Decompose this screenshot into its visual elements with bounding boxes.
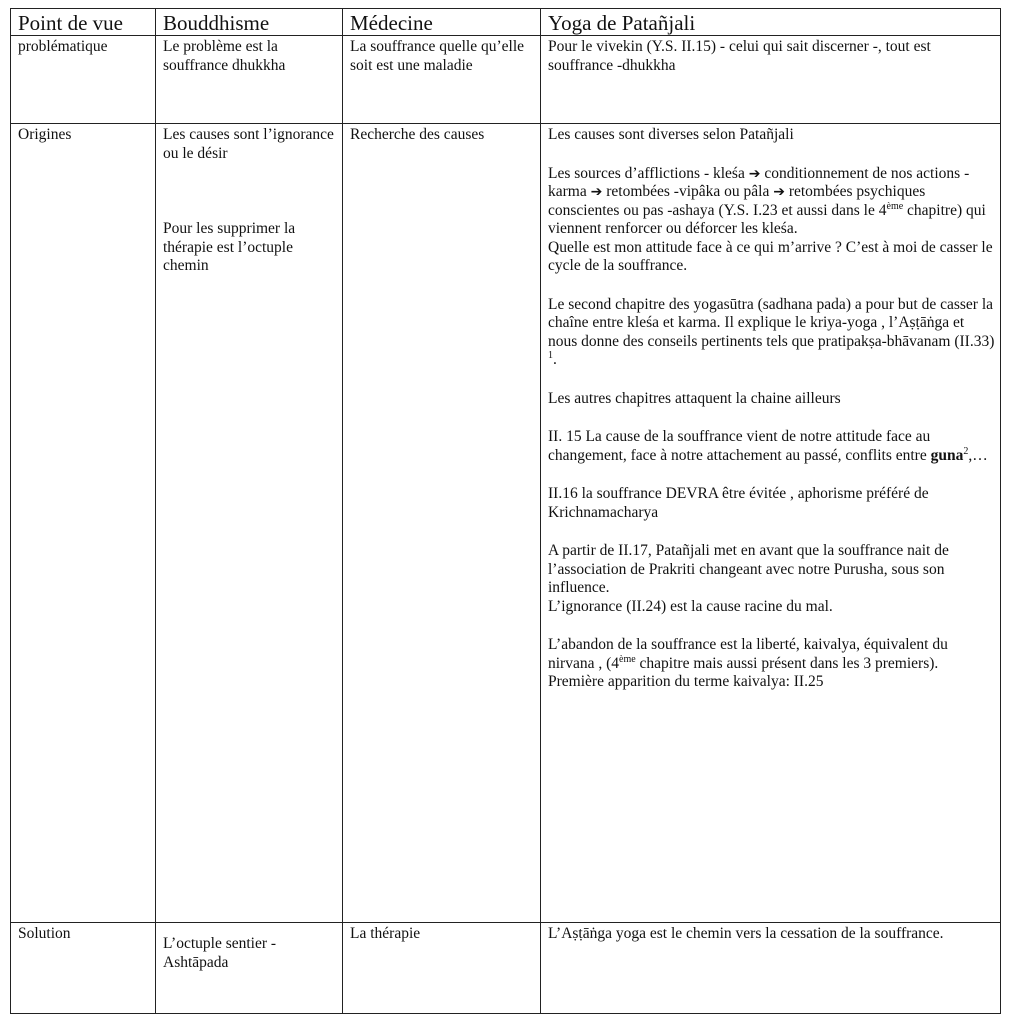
bouddhisme-therapie: Pour les supprimer la thérapie est l’octuple chemin xyxy=(163,220,296,274)
yoga-paragraph-2: Les sources d’afflictions - kleśa ➔ conditionnement de nos actions - karma ➔ retombées -vipâka ou pâla ➔ retombées psychiques conscientes ou pas -ashaya (Y.S. I.23 et aussi dans le 4ème chapitre) qui viennent renforcer ou déforcer les kleśa. xyxy=(548,164,986,237)
cell-medecine: Recherche des causes xyxy=(343,124,541,923)
arrow-right-icon: ➔ xyxy=(590,184,603,200)
yoga-paragraph-1: Les causes sont diverses selon Patañjali xyxy=(548,126,794,143)
cell-yoga: Pour le vivekin (Y.S. II.15) - celui qui sait discerner -, tout est souffrance -dhukkha xyxy=(541,36,1001,124)
cell-bouddhisme: L’octuple sentier - Ashtāpada xyxy=(156,923,343,1014)
row-label: Origines xyxy=(11,124,156,923)
header-bouddhisme: Bouddhisme xyxy=(156,9,343,36)
comparison-table xyxy=(10,8,1001,1014)
row-origines xyxy=(11,124,1001,923)
cell-bouddhisme: Le problème est la souffrance dhukkha xyxy=(156,36,343,124)
row-problematique xyxy=(11,36,1001,124)
cell-medecine: La thérapie xyxy=(343,923,541,1014)
yoga-paragraph-4: Les autres chapitres attaquent la chaine ailleurs xyxy=(548,389,841,407)
arrow-right-icon: ➔ xyxy=(748,165,761,182)
yoga-paragraph-2b: Quelle est mon attitude face à ce qui m’arrive ? C’est à moi de casser le cycle de la souffrance. xyxy=(548,238,993,274)
yoga-paragraph-7b: L’ignorance (II.24) est la cause racine du mal. xyxy=(548,597,833,615)
yoga-paragraph-8: L’abandon de la souffrance est la liberté, kaivalya, équivalent du nirvana , (4ème chapitre mais aussi présent dans les 3 premiers). xyxy=(548,636,948,672)
yoga-paragraph-3: Le second chapitre des yogasūtra (sadhana pada) a pour but de casser la chaîne entre kleśa et karma. Il explique le kriya-yoga , l’Aṣṭāṅga et nous donne des conseils pertinents tels que pratipakṣa-bhāvanam (II.33) $^1$. xyxy=(548,295,995,368)
cell-yoga xyxy=(541,124,1001,923)
row-solution xyxy=(11,923,1001,1014)
header-point-de-vue: Point de vue xyxy=(11,9,156,36)
footnote-ref: 2 xyxy=(963,445,969,457)
arrow-right-icon: ➔ xyxy=(773,184,785,200)
header-medecine: Médecine xyxy=(343,9,541,36)
header-row xyxy=(11,9,1001,36)
row-label: problématique xyxy=(11,36,156,124)
yoga-paragraph-5: II. 15 La cause de la souffrance vient de notre attitude face au changement, face à notre attachement au passé, conflits entre guna$^2$,… xyxy=(548,428,988,464)
row-label: Solution xyxy=(11,923,156,1014)
yoga-paragraph-8b: Première apparition du terme kaivalya: II.25 xyxy=(548,673,824,690)
header-yoga: Yoga de Patañjali xyxy=(541,9,1001,36)
footnote-ref: 1 xyxy=(548,349,553,361)
bouddhisme-causes: Les causes sont l’ignorance ou le désir xyxy=(163,126,334,162)
yoga-paragraph-6: II.16 la souffrance DEVRA être évitée , aphorisme préféré de Krichnamacharya xyxy=(548,485,929,521)
cell-bouddhisme xyxy=(156,124,343,923)
cell-yoga: L’Aṣṭāṅga yoga est le chemin vers la cessation de la souffrance. xyxy=(541,923,1001,1014)
yoga-paragraph-7: A partir de II.17, Patañjali met en avant que la souffrance nait de l’association de Prakriti changeant avec notre Purusha, sous son influence. xyxy=(548,542,949,596)
cell-medecine: La souffrance quelle qu’elle soit est une maladie xyxy=(343,36,541,124)
